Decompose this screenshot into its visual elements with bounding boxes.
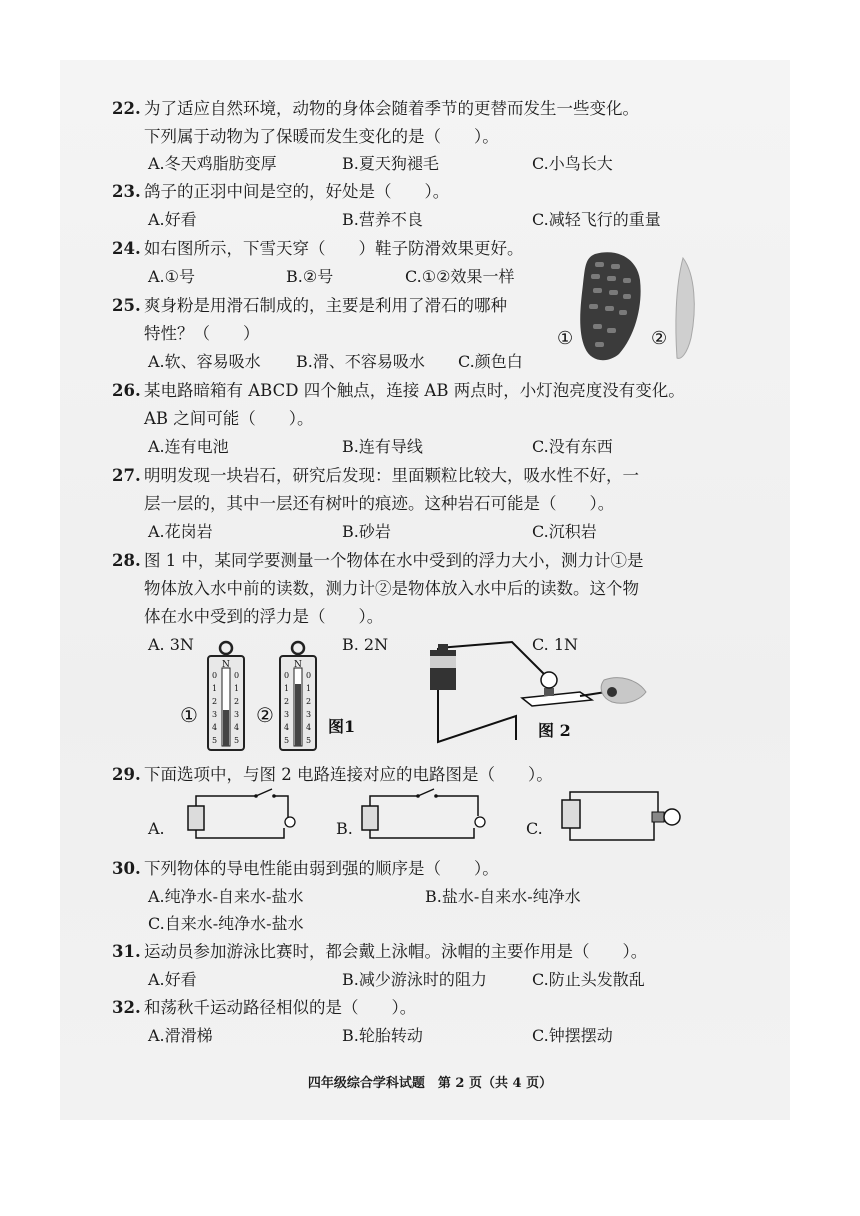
svg-text:1: 1 bbox=[212, 684, 218, 693]
svg-text:4: 4 bbox=[284, 723, 290, 732]
option-28a: A. 3N bbox=[148, 635, 194, 654]
svg-text:5: 5 bbox=[306, 736, 312, 745]
question-24: 24. 如右图所示，下雪天穿（ ）鞋子防滑效果更好。 bbox=[112, 239, 524, 258]
figure-1-caption: 图1 bbox=[328, 717, 356, 736]
question-28-line2: 物体放入水中前的读数，测力计②是物体放入水中后的读数。这个物 bbox=[144, 579, 639, 598]
circuit-diagram-a bbox=[178, 792, 302, 842]
option-29a: A. bbox=[148, 819, 165, 838]
figure-2-caption: 图 2 bbox=[538, 721, 571, 740]
battery-icon bbox=[430, 644, 456, 690]
question-29: 29. 下面选项中，与图 2 电路连接对应的电路图是（ ）。 bbox=[112, 765, 553, 784]
option-28c: C. 1N bbox=[532, 635, 579, 654]
option-26c: C.没有东西 bbox=[532, 437, 613, 456]
question-25-line2: 特性？（ ） bbox=[144, 324, 260, 343]
svg-text:5: 5 bbox=[212, 736, 218, 745]
svg-text:1: 1 bbox=[234, 684, 240, 693]
svg-text:0: 0 bbox=[284, 671, 290, 680]
bulb-icon bbox=[522, 672, 592, 706]
spring-scale-1 bbox=[208, 642, 244, 750]
meter-label-1: ① bbox=[180, 703, 198, 727]
figure-1-spring-scales bbox=[180, 640, 370, 752]
question-23: 23. 鸽子的正羽中间是空的，好处是（ ）。 bbox=[112, 182, 450, 201]
figure-2-circuit bbox=[420, 636, 650, 746]
option-27b: B.砂岩 bbox=[342, 522, 391, 541]
option-23b: B.营养不良 bbox=[342, 210, 423, 229]
svg-text:2: 2 bbox=[234, 697, 240, 706]
svg-text:5: 5 bbox=[234, 736, 240, 745]
option-25a: A.软、容易吸水 bbox=[148, 352, 261, 371]
option-24a: A.①号 bbox=[148, 267, 195, 286]
spring-scale-2 bbox=[280, 642, 316, 750]
svg-text:5: 5 bbox=[284, 736, 290, 745]
circuit-diagram-b bbox=[354, 792, 494, 842]
option-25c: C.颜色白 bbox=[458, 352, 523, 371]
svg-text:3: 3 bbox=[234, 710, 240, 719]
svg-text:4: 4 bbox=[212, 723, 218, 732]
svg-text:N: N bbox=[294, 660, 302, 670]
option-23a: A.好看 bbox=[148, 210, 197, 229]
option-22b: B.夏天狗褪毛 bbox=[342, 154, 439, 173]
svg-text:4: 4 bbox=[306, 723, 312, 732]
option-31b: B.减少游泳时的阻力 bbox=[342, 970, 487, 989]
svg-text:2: 2 bbox=[306, 697, 312, 706]
question-27-line2: 层一层的，其中一层还有树叶的痕迹。这种岩石可能是（ ）。 bbox=[144, 494, 615, 513]
svg-text:1: 1 bbox=[306, 684, 312, 693]
circuit-diagram-c bbox=[558, 788, 686, 844]
option-26b: B.连有导线 bbox=[342, 437, 423, 456]
svg-text:4: 4 bbox=[234, 723, 240, 732]
question-28: 28. 图 1 中，某同学要测量一个物体在水中受到的浮力大小，测力计①是 bbox=[112, 551, 644, 570]
question-30: 30. 下列物体的导电性能由弱到强的顺序是（ ）。 bbox=[112, 859, 499, 878]
question-22-line2: 下列属于动物为了保暖而发生变化的是（ ）。 bbox=[144, 127, 499, 146]
svg-text:1: 1 bbox=[284, 684, 290, 693]
option-22a: A.冬天鸡脂肪变厚 bbox=[148, 154, 277, 173]
shoe-label-2: ② bbox=[651, 328, 668, 349]
svg-text:3: 3 bbox=[306, 710, 312, 719]
option-32a: A.滑滑梯 bbox=[148, 1026, 213, 1045]
shoe-label-1: ① bbox=[557, 328, 574, 349]
svg-text:0: 0 bbox=[234, 671, 240, 680]
question-27: 27. 明明发现一块岩石，研究后发现：里面颗粒比较大，吸水性不好，一 bbox=[112, 466, 639, 485]
svg-text:2: 2 bbox=[284, 697, 290, 706]
option-23c: C.减轻飞行的重量 bbox=[532, 210, 661, 229]
option-24c: C.①②效果一样 bbox=[405, 267, 515, 286]
option-27c: C.沉积岩 bbox=[532, 522, 597, 541]
svg-text:0: 0 bbox=[306, 671, 312, 680]
option-27a: A.花岗岩 bbox=[148, 522, 213, 541]
svg-text:0: 0 bbox=[212, 671, 218, 680]
option-26a: A.连有电池 bbox=[148, 437, 229, 456]
option-31c: C.防止头发散乱 bbox=[532, 970, 645, 989]
option-30b: B.盐水-自来水-纯净水 bbox=[425, 887, 581, 906]
question-32: 32. 和荡秋千运动路径相似的是（ ）。 bbox=[112, 998, 417, 1017]
option-30c: C.自来水-纯净水-盐水 bbox=[148, 914, 304, 933]
option-30a: A.纯净水-自来水-盐水 bbox=[148, 887, 304, 906]
svg-text:3: 3 bbox=[212, 710, 218, 719]
option-25b: B.滑、不容易吸水 bbox=[296, 352, 425, 371]
page-footer: 四年级综合学科试题 第 2 页（共 4 页） bbox=[307, 1076, 553, 1091]
option-22c: C.小鸟长大 bbox=[532, 154, 613, 173]
question-25: 25. 爽身粉是用滑石制成的，主要是利用了滑石的哪种 bbox=[112, 296, 507, 315]
option-32c: C.钟摆摆动 bbox=[532, 1026, 613, 1045]
svg-text:2: 2 bbox=[212, 697, 218, 706]
question-22: 22. 为了适应自然环境，动物的身体会随着季节的更替而发生一些变化。 bbox=[112, 99, 639, 118]
question-28-line3: 体在水中受到的浮力是（ ）。 bbox=[144, 607, 384, 626]
question-26-line2: AB 之间可能（ ）。 bbox=[144, 409, 314, 428]
option-31a: A.好看 bbox=[148, 970, 197, 989]
question-31: 31. 运动员参加游泳比赛时，都会戴上泳帽。泳帽的主要作用是（ ）。 bbox=[112, 942, 648, 961]
option-29b: B. bbox=[336, 819, 353, 838]
option-24b: B.②号 bbox=[286, 267, 334, 286]
shoe-sole-image bbox=[555, 248, 705, 366]
option-32b: B.轮胎转动 bbox=[342, 1026, 423, 1045]
meter-label-2: ② bbox=[256, 703, 274, 727]
option-28b: B. 2N bbox=[342, 635, 389, 654]
svg-text:3: 3 bbox=[284, 710, 290, 719]
question-26: 26. 某电路暗箱有 ABCD 四个触点，连接 AB 两点时，小灯泡亮度没有变化。 bbox=[112, 381, 685, 400]
svg-text:N: N bbox=[222, 660, 230, 670]
option-29c: C. bbox=[526, 819, 543, 838]
